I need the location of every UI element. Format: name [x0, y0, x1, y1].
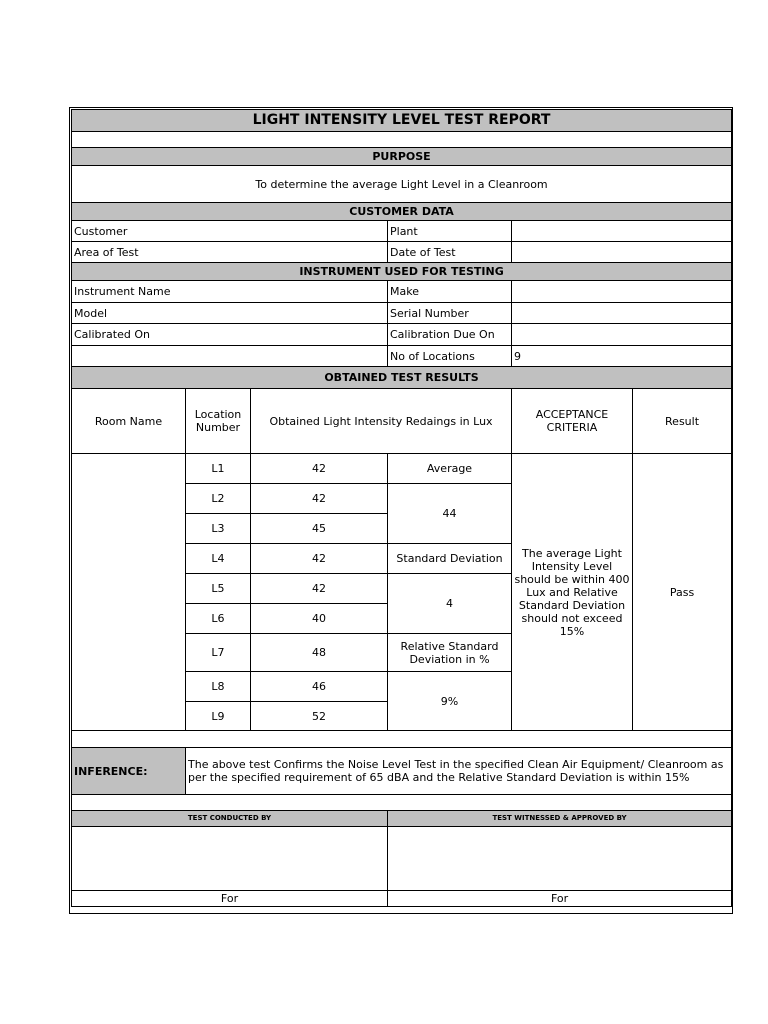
col-readings: Obtained Light Intensity Redaings in Lux — [251, 389, 512, 454]
instrument-heading: INSTRUMENT USED FOR TESTING — [72, 263, 732, 281]
test-witnessed-heading: TEST WITNESSED & APPROVED BY — [388, 811, 732, 827]
reading-value: 42 — [251, 454, 388, 484]
rsd-value: 9% — [388, 672, 512, 731]
make-value — [512, 281, 732, 303]
col-acceptance-criteria: ACCEPTANCE CRITERIA — [512, 389, 633, 454]
average-value: 44 — [388, 484, 512, 544]
conducted-signature-box — [72, 827, 388, 891]
stddev-value: 4 — [388, 574, 512, 634]
spacer-row — [72, 795, 732, 811]
instrument-name-label: Instrument Name — [72, 281, 388, 303]
for-left: For — [72, 891, 388, 907]
model-label: Model — [72, 303, 388, 324]
area-of-test-label: Area of Test — [72, 242, 388, 263]
location-number: L6 — [186, 604, 251, 634]
report-table — [71, 109, 732, 907]
location-number: L5 — [186, 574, 251, 604]
reading-value: 46 — [251, 672, 388, 702]
acceptance-criteria-text: The average Light Intensity Level should be within 400 Lux and Relative Standard Deviation should not exceed 15% — [512, 454, 633, 731]
calibrated-on-label: Calibrated On — [72, 324, 388, 346]
plant-value — [512, 221, 732, 242]
col-room-name: Room Name — [72, 389, 186, 454]
results-heading: OBTAINED TEST RESULTS — [72, 367, 732, 389]
make-label: Make — [388, 281, 512, 303]
purpose-text: To determine the average Light Level in a Cleanroom — [72, 166, 732, 203]
calibration-due-value — [512, 324, 732, 346]
reading-value: 52 — [251, 702, 388, 731]
location-number: L3 — [186, 514, 251, 544]
location-number: L7 — [186, 634, 251, 672]
result-value: Pass — [633, 454, 732, 731]
location-number: L4 — [186, 544, 251, 574]
room-name-value — [72, 454, 186, 731]
date-of-test-label: Date of Test — [388, 242, 512, 263]
empty-cell — [72, 346, 388, 367]
calibration-due-label: Calibration Due On — [388, 324, 512, 346]
location-number: L2 — [186, 484, 251, 514]
reading-value: 48 — [251, 634, 388, 672]
location-number: L9 — [186, 702, 251, 731]
inference-text: The above test Confirms the Noise Level Test in the specified Clean Air Equipment/ Cleanroom as per the specified requirement of 65 dBA and the Relative Standard Deviation is within 15% — [186, 748, 732, 795]
serial-number-value — [512, 303, 732, 324]
rsd-label: Relative Standard Deviation in % — [388, 634, 512, 672]
col-result: Result — [633, 389, 732, 454]
customer-data-heading: CUSTOMER DATA — [72, 203, 732, 221]
average-label: Average — [388, 454, 512, 484]
report-title: LIGHT INTENSITY LEVEL TEST REPORT — [72, 110, 732, 132]
locations-label: No of Locations — [388, 346, 512, 367]
test-conducted-by-heading: TEST CONDUCTED BY — [72, 811, 388, 827]
location-number: L1 — [186, 454, 251, 484]
spacer-row — [72, 132, 732, 148]
witnessed-signature-box — [388, 827, 732, 891]
stddev-label: Standard Deviation — [388, 544, 512, 574]
location-number: L8 — [186, 672, 251, 702]
serial-number-label: Serial Number — [388, 303, 512, 324]
reading-value: 42 — [251, 574, 388, 604]
spacer-row — [72, 731, 732, 748]
locations-value: 9 — [512, 346, 732, 367]
purpose-heading: PURPOSE — [72, 148, 732, 166]
col-location-number: Location Number — [186, 389, 251, 454]
for-right: For — [388, 891, 732, 907]
reading-value: 40 — [251, 604, 388, 634]
inference-label: INFERENCE: — [72, 748, 186, 795]
date-of-test-value — [512, 242, 732, 263]
reading-value: 42 — [251, 544, 388, 574]
customer-label: Customer — [72, 221, 388, 242]
plant-label: Plant — [388, 221, 512, 242]
reading-value: 45 — [251, 514, 388, 544]
reading-value: 42 — [251, 484, 388, 514]
